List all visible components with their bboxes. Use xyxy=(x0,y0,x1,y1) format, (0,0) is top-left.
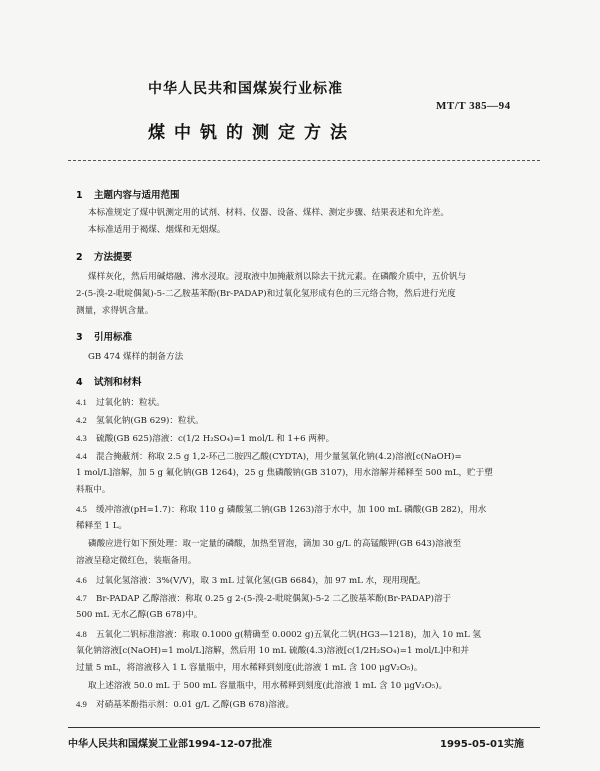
item-text: 硫酸(GB 625)溶液：c(1/2 H₂SO₄)=1 mol/L 和 1+6 两种。 xyxy=(96,434,335,444)
section-heading-2 xyxy=(76,249,132,263)
item-number: 4.1 xyxy=(76,397,87,407)
list-item xyxy=(76,501,550,519)
item-number: 4.4 xyxy=(76,451,87,461)
paragraph: 本标准适用于褐煤、烟煤和无烟煤。 xyxy=(88,225,226,235)
issuing-organization: 中华人民共和国煤炭行业标准 xyxy=(148,81,343,97)
paragraph-line: 煤样灰化，然后用碱熔融、沸水浸取。浸取液中加掩蔽剂以除去干扰元素。在磷酸介质中，五价钒与 xyxy=(88,272,467,282)
item-continuation: 过量 5 mL，将溶液移入 1 L 容量瓶中，用水稀释到刻度(此溶液 1 mL 含 100 μgV₂O₅)。 xyxy=(76,663,423,673)
list-item xyxy=(76,590,550,608)
item-text: 过氧化氢溶液：3%(V/V)，取 3 mL 过氧化氢(GB 6684)，加 97 mL 水，现用现配。 xyxy=(96,576,426,586)
list-item xyxy=(76,626,550,644)
section-heading-1 xyxy=(76,187,180,201)
section-title: 主题内容与适用范围 xyxy=(94,190,180,201)
item-number: 4.3 xyxy=(76,433,87,443)
paragraph: 本标准规定了煤中钒测定用的试剂、材料、仪器、设备、煤样、测定步骤、结果表述和允许差。 xyxy=(88,208,449,218)
section-title: 方法提要 xyxy=(94,252,133,263)
item-number: 4.6 xyxy=(76,575,87,585)
item-continuation: 磷酸应进行如下预处理：取一定量的磷酸，加热至冒泡，滴加 30 g/L 的高锰酸钾(GB 643)溶液至 xyxy=(88,539,462,549)
item-continuation: 溶液呈稳定微红色，装瓶备用。 xyxy=(76,556,197,566)
item-continuation: 1 mol/L]溶解，加 5 g 氟化钠(GB 1264)，25 g 焦磷酸钠(GB 3107)，用水溶解并稀释至 500 mL，贮于塑 xyxy=(76,468,493,478)
section-number: 2 xyxy=(76,252,83,263)
document-title: 煤中钒的测定方法 xyxy=(148,123,356,143)
item-number: 4.9 xyxy=(76,699,87,709)
section-title: 引用标准 xyxy=(94,332,133,343)
section-number: 1 xyxy=(76,190,83,201)
section-number: 3 xyxy=(76,332,83,343)
item-continuation: 稀释至 1 L。 xyxy=(76,521,128,531)
item-number: 4.8 xyxy=(76,629,87,639)
header-divider xyxy=(68,160,540,161)
footer-divider xyxy=(68,727,540,728)
item-continuation: 500 mL 无水乙醇(GB 678)中。 xyxy=(76,610,203,620)
item-continuation: 氧化钠溶液[c(NaOH)=1 mol/L]溶解，然后用 10 mL 硫酸(4.3)溶液[c(1/2H₂SO₄)=1 mol/L]中和并 xyxy=(76,646,469,656)
list-item xyxy=(76,696,550,714)
item-continuation: 取上述溶液 50.0 mL 于 500 mL 容量瓶中，用水稀释到刻度(此溶液 1 mL 含 10 μgV₂O₅)。 xyxy=(88,681,448,691)
effective-date: 1995-05-01实施 xyxy=(440,739,524,750)
item-number: 4.2 xyxy=(76,415,87,425)
list-item xyxy=(76,448,550,466)
section-title: 试剂和材料 xyxy=(94,377,142,388)
section-heading-4 xyxy=(76,374,142,388)
list-item xyxy=(76,430,550,448)
approval-statement: 中华人民共和国煤炭工业部1994-12-07批准 xyxy=(68,739,272,750)
item-number: 4.5 xyxy=(76,504,87,514)
section-heading-3 xyxy=(76,329,132,343)
list-item xyxy=(76,412,550,430)
item-text: 过氧化钠：粒状。 xyxy=(96,398,165,408)
paragraph-line: 2-(5-溴-2-吡啶偶氮)-5-二乙胺基苯酚(Br-PADAP)和过氧化氢形成有色的三元络合物，然后进行光度 xyxy=(76,289,456,299)
item-text: Br-PADAP 乙醇溶液：称取 0.25 g 2-(5-溴-2-吡啶偶氮)-5-2 二乙胺基苯酚(Br-PADAP)溶于 xyxy=(96,594,452,604)
item-text: 五氧化二钒标准溶液：称取 0.1000 g(精确至 0.0002 g)五氧化二钒(HG3—1218)，加入 10 mL 氢 xyxy=(96,630,482,640)
item-text: 缓冲溶液(pH=1.7)：称取 110 g 磷酸氢二钠(GB 1263)溶于水中，加 100 mL 磷酸(GB 282)，用水 xyxy=(96,505,487,515)
item-number: 4.7 xyxy=(76,593,87,603)
paragraph-line: 测量，求得钒含量。 xyxy=(76,306,154,316)
reference-item: GB 474 煤样的制备方法 xyxy=(88,352,184,362)
item-text: 混合掩蔽剂：称取 2.5 g 1,2-环己二胺四乙酸(CYDTA)，用少量氢氧化钠(4.2)溶液[c(NaOH)= xyxy=(96,452,462,462)
item-text: 对硝基苯酚指示剂：0.01 g/L 乙醇(GB 678)溶液。 xyxy=(96,700,295,710)
standard-code: MT/T 385—94 xyxy=(436,100,511,112)
section-number: 4 xyxy=(76,377,83,388)
item-text: 氢氧化钠(GB 629)：粒状。 xyxy=(96,416,204,426)
item-continuation: 料瓶中。 xyxy=(76,485,111,495)
list-item xyxy=(76,572,550,590)
list-item xyxy=(76,394,550,412)
